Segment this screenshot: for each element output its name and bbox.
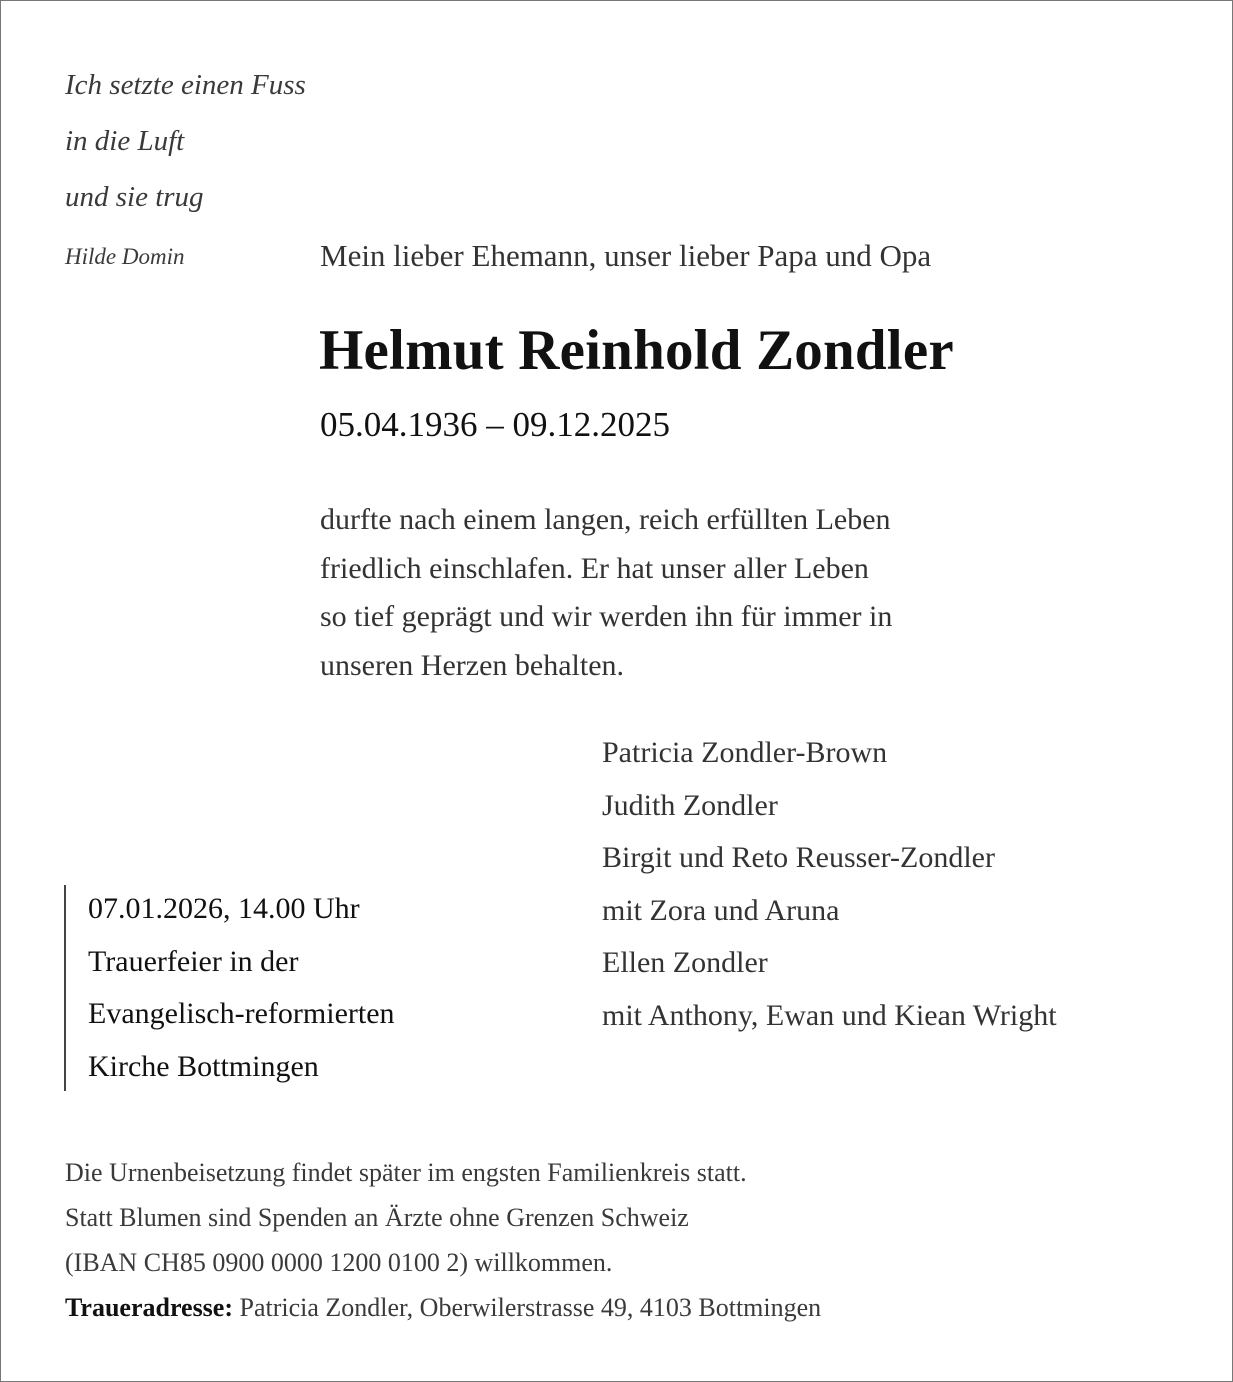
message-line: unseren Herzen behalten. [320,648,625,682]
mourning-address-value: Patricia Zondler, Oberwilerstrasse 49, 4103 Bottmingen [233,1293,822,1322]
message-line: friedlich einschlafen. Er hat unser aller Leben [320,551,869,585]
footer-line: Die Urnenbeisetzung findet später im engsten Familienkreis statt. [65,1158,747,1187]
footer-notes [65,1150,821,1330]
poem-author: Hilde Domin [65,244,185,269]
poem-line-1: Ich setzte einen Fuss [65,69,306,101]
poem-line-3: und sie trug [65,181,204,213]
mourning-address [65,1285,821,1330]
mourner-line: mit Zora und Aruna [602,893,840,927]
footer-line: Statt Blumen sind Spenden an Ärzte ohne Grenzen Schweiz [65,1203,689,1232]
mourners-list [602,727,1057,1042]
service-divider [64,885,66,1091]
poem-line-2: in die Luft [65,125,185,157]
mourner-line: Birgit und Reto Reusser-Zondler [602,841,995,874]
deceased-name: Helmut Reinhold Zondler [319,319,954,382]
mourner-line: Ellen Zondler [602,946,768,979]
deceased-dates: 05.04.1936 – 09.12.2025 [320,405,670,444]
mourner-line: mit Anthony, Ewan und Kiean Wright [602,998,1057,1032]
mourner-line: Patricia Zondler-Brown [602,736,888,769]
mourning-address-label: Traueradresse: [65,1293,233,1322]
message-line: so tief geprägt und wir werden ihn für immer in [320,600,893,633]
service-info [88,883,395,1093]
footer-line: (IBAN CH85 0900 0000 1200 0100 2) willkommen. [65,1248,613,1277]
message-line: durfte nach einem langen, reich erfüllten Leben [320,503,891,536]
message [320,496,892,690]
mourner-line: Judith Zondler [602,788,778,822]
service-line: Evangelisch-reformierten [88,997,395,1030]
intro-line: Mein lieber Ehemann, unser lieber Papa und Opa [320,238,932,273]
service-datetime: 07.01.2026, 14.00 Uhr [88,892,360,925]
service-line: Trauerfeier in der [88,944,299,978]
service-line: Kirche Bottmingen [88,1049,319,1083]
